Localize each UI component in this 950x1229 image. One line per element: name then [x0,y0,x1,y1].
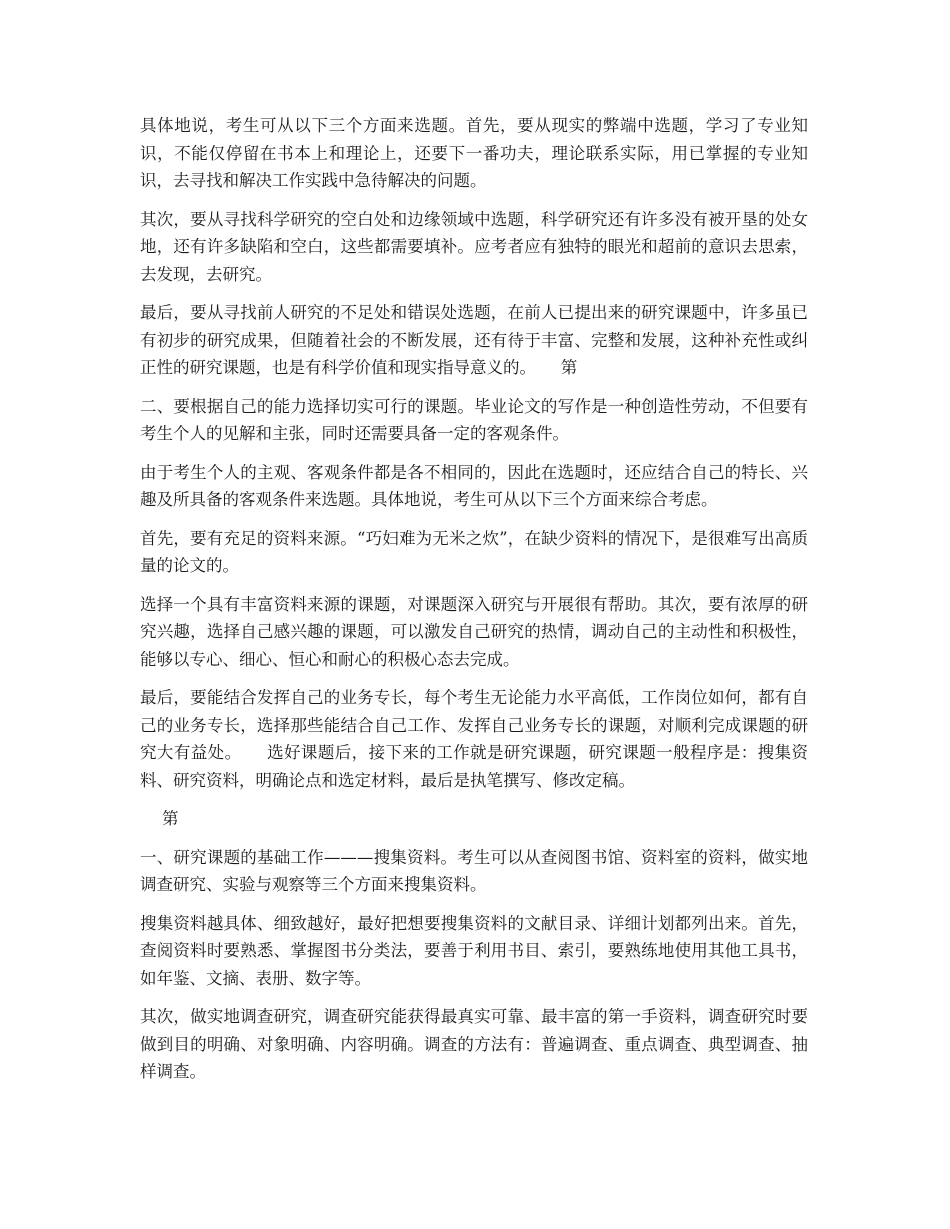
paragraph-sufficient-materials: 首先，要有充足的资料来源。“巧妇难为无米之炊”，在缺少资料的情况下，是很难写出高质量的论文的。 [140,528,808,575]
document-page [140,112,808,1097]
paragraph-field-investigation: 其次，做实地调查研究，调查研究能获得最真实可靠、最丰富的第一手资料，调查研究时要做到目的明确、对象明确、内容明确。调查的方法有：普遍调查、重点调查、典型调查、抽样调查。 [140,1007,808,1081]
paragraph-section-marker: 第 [162,809,179,828]
paragraph-feasible-topic: 二、要根据自己的能力选择切实可行的课题。毕业论文的写作是一种创造性劳动，不但要有考生个人的见解和主张，同时还需要具备一定的客观条件。 [140,396,808,443]
paragraph-research-interest: 选择一个具有丰富资料来源的课题，对课题深入研究与开展很有帮助。其次，要有浓厚的研究兴趣，选择自己感兴趣的课题，可以激发自己研究的热情，调动自己的主动性和积极性，能够以专心、细心、恒心和耐心的积极心态去完成。 [140,594,808,669]
paragraph-collect-details: 搜集资料越具体、细致越好，最好把想要搜集资料的文献目录、详细计划都列出来。首先，查阅资料时要熟悉、掌握图书分类法，要善于利用书目、索引，要熟练地使用其他工具书，如年鉴、文摘、表册、数字等。 [140,913,808,988]
paragraph-topic-sources: 具体地说，考生可从以下三个方面来选题。首先，要从现实的弊端中选题，学习了专业知识，不能仅停留在书本上和理论上，还要下一番功夫，理论联系实际，用已掌握的专业知识，去寻找和解决工作实践中急待解决的问题。 [140,116,808,190]
paragraph-predecessor-flaws: 最后，要从寻找前人研究的不足处和错误处选题，在前人已提出来的研究课题中，许多虽已有初步的研究成果，但随着社会的不断发展，还有待于丰富、完整和发展，这种补充性或纠正性的研究课题，也是有科学价值和现实指导意义的。 第 [140,303,808,377]
paragraph-professional-expertise: 最后，要能结合发挥自己的业务专长，每个考生无论能力水平高低，工作岗位如何，都有自己的业务专长，选择那些能结合自己工作、发挥自己业务专长的课题，对顺利完成课题的研究大有益处。 选好课题后，接下来的工作就是研究课题，研究课题一般程序是：搜集资料、研究资料，明确论点和选定材料，最后是执笔撰写、修改定稿。 [140,688,808,790]
paragraph-research-gaps: 其次，要从寻找科学研究的空白处和边缘领域中选题，科学研究还有许多没有被开垦的处女地，还有许多缺陷和空白，这些都需要填补。应考者应有独特的眼光和超前的意识去思索，去发现，去研究。 [140,209,808,284]
paragraph-collect-materials: 一、研究课题的基础工作———搜集资料。考生可以从查阅图书馆、资料室的资料，做实地调查研究、实验与观察等三个方面来搜集资料。 [140,847,808,894]
paragraph-personal-conditions: 由于考生个人的主观、客观条件都是各不相同的，因此在选题时，还应结合自己的特长、兴趣及所具备的客观条件来选题。具体地说，考生可从以下三个方面来综合考虑。 [140,462,808,509]
